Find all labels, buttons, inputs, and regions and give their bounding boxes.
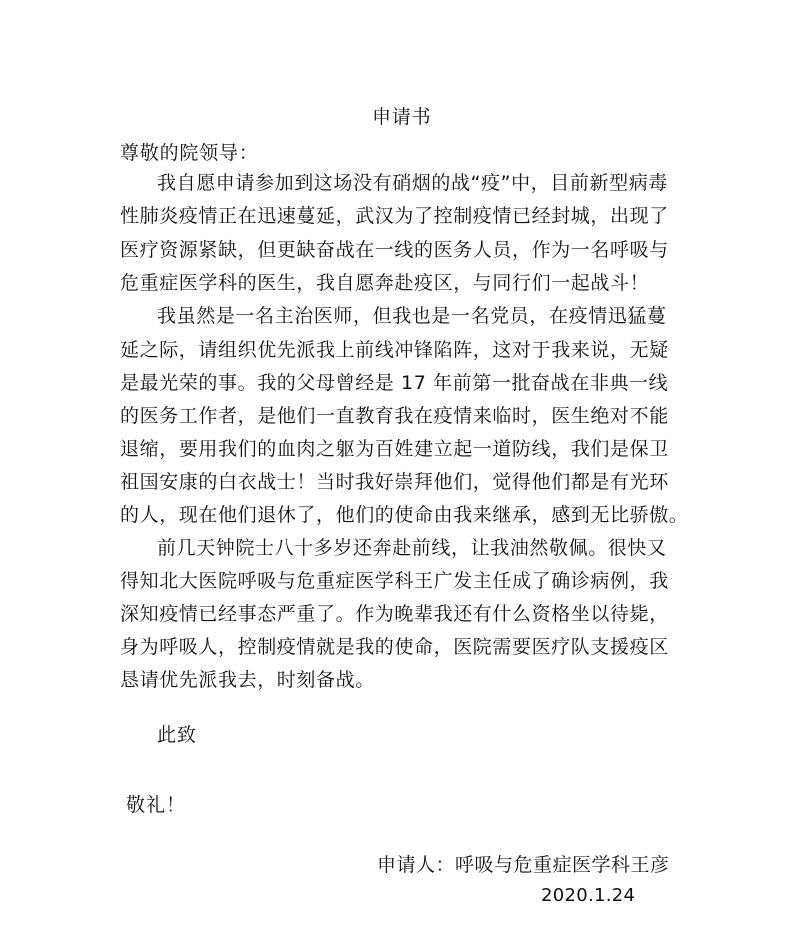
paragraph-1-line-2: 性肺炎疫情正在迅速蔓延，武汉为了控制疫情已经封城，出现了 (120, 205, 669, 227)
paragraph-2-line-2: 延之际，请组织优先派我上前线冲锋陷阵，这对于我来说，无疑 (120, 339, 669, 361)
paragraph-2-line-1: 我虽然是一名主治医师，但我也是一名党员，在疫情迅猛蔓 (157, 305, 667, 327)
date-line: 2020.1.24 (541, 885, 636, 906)
paragraph-2-line-4: 的医务工作者，是他们一直教育我在疫情来临时，医生绝对不能 (120, 405, 669, 427)
signature-line: 申请人：呼吸与危重症医学科王彦 (377, 854, 670, 876)
paragraph-2-line-3: 是最光荣的事。我的父母曾经是 17 年前第一批奋战在非典一线 (120, 372, 669, 394)
paragraph-1-line-4: 危重症医学科的医生，我自愿奔赴疫区，与同行们一起战斗！ (120, 272, 650, 294)
paragraph-3-line-3: 深知疫情已经事态严重了。作为晚辈我还有什么资格坐以待毙， (120, 603, 669, 625)
document-title: 申请书 (372, 106, 432, 128)
salutation: 尊敬的院领导： (120, 142, 259, 164)
paragraph-1-line-1: 我自愿申请参加到这场没有硝烟的战“疫”中，目前新型病毒 (157, 172, 668, 194)
paragraph-3-line-1: 前几天钟院士八十多岁还奔赴前线，让我油然敬佩。很快又 (157, 537, 667, 559)
closing-phrase-2: 敬礼！ (126, 794, 187, 816)
paragraph-2-line-7: 的人，现在他们退休了，他们的使命由我来继承，感到无比骄傲。 (120, 504, 689, 526)
paragraph-3-line-4: 身为呼吸人，控制疫情就是我的使命，医院需要医疗队支援疫区 (120, 636, 669, 658)
paragraph-1-line-3: 医疗资源紧缺，但更缺奋战在一线的医务人员，作为一名呼吸与 (120, 239, 669, 261)
closing-phrase-1: 此致 (157, 724, 198, 746)
paragraph-3-line-2: 得知北大医院呼吸与危重症医学科王广发主任成了确诊病例，我 (120, 570, 669, 592)
paragraph-3-line-5: 恳请优先派我去，时刻备战。 (120, 669, 375, 691)
paragraph-2-line-5: 退缩，要用我们的血肉之躯为百姓建立起一道防线，我们是保卫 (120, 438, 669, 460)
paragraph-2-line-6: 祖国安康的白衣战士！当时我好崇拜他们，觉得他们都是有光环 (120, 471, 669, 493)
